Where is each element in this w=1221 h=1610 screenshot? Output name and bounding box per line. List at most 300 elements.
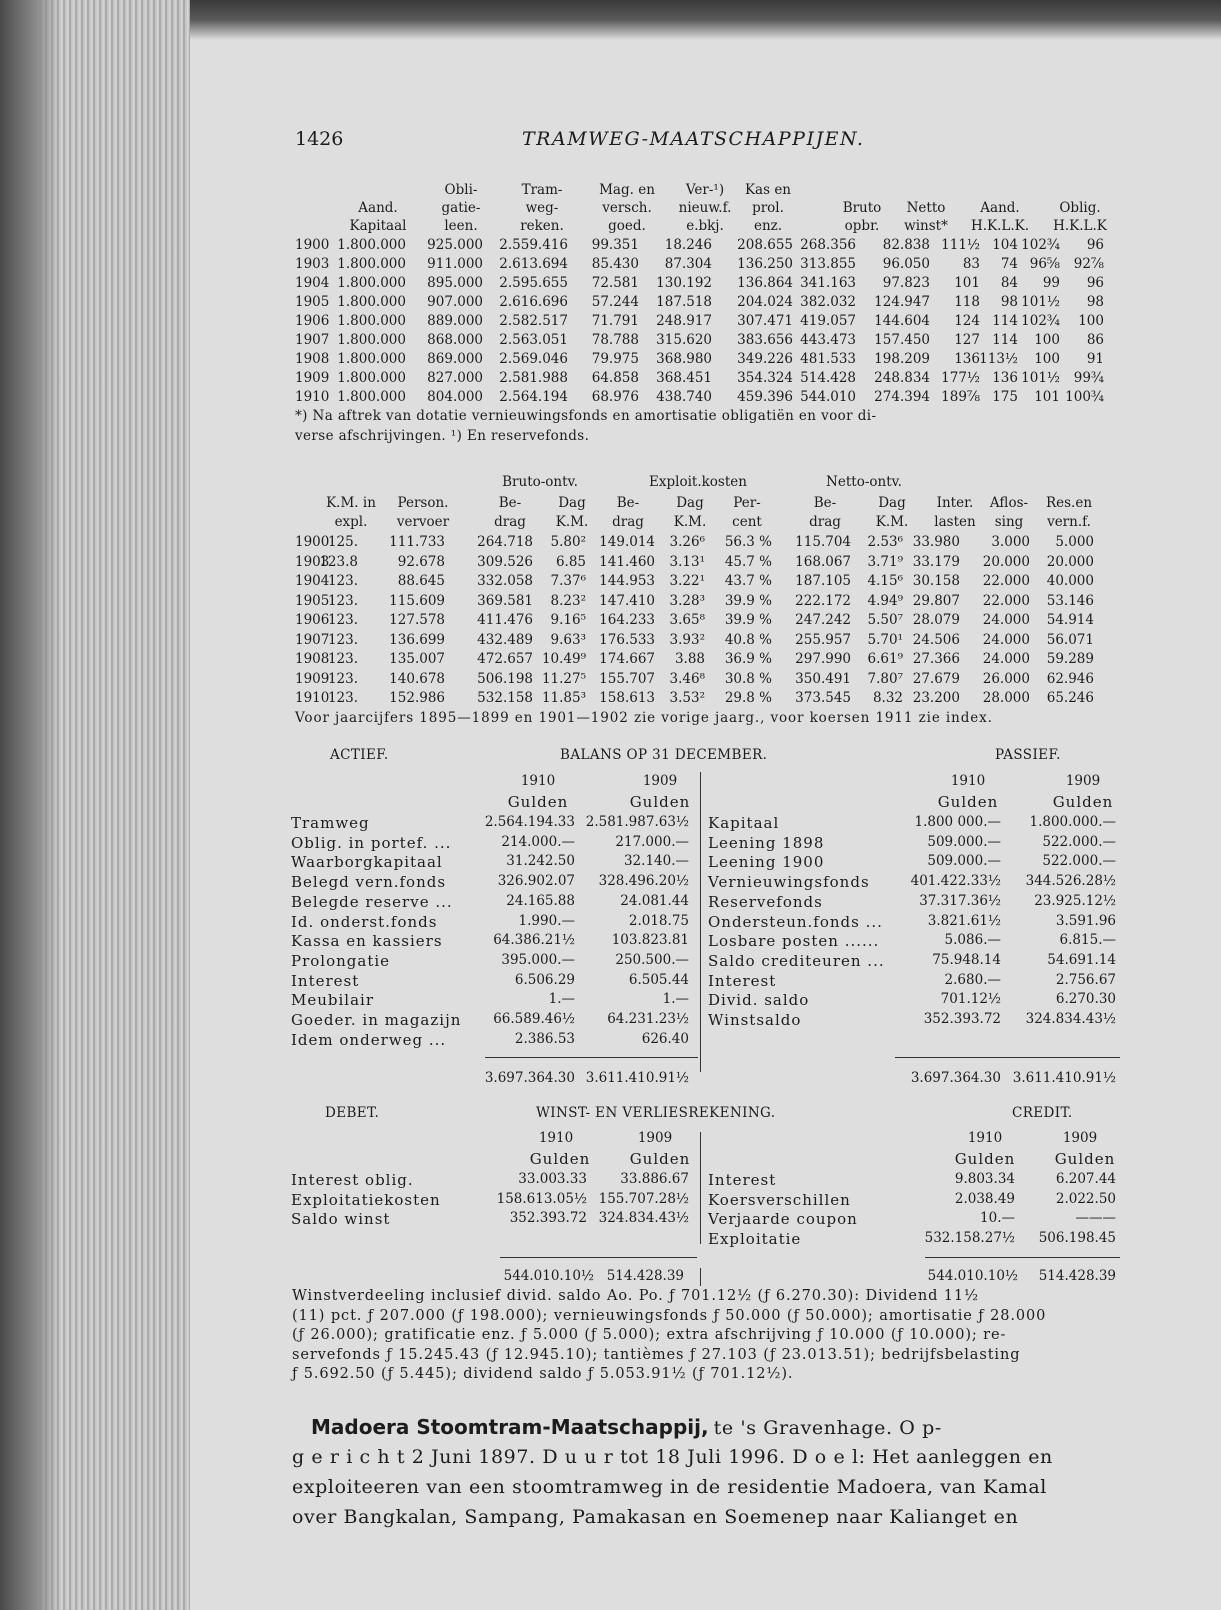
table2-cell: 29.8 % — [724, 690, 772, 706]
balance-unit-right: Gulden — [937, 793, 999, 811]
table2-cell: 164.233 — [599, 612, 655, 628]
table1-cell: 1.800.000 — [337, 256, 406, 272]
table2-cell: 187.105 — [795, 573, 851, 589]
asset-value-1909: 250.500.— — [615, 951, 689, 968]
table2-cell: 158.613 — [599, 690, 655, 706]
table1-cell: 114 — [992, 332, 1018, 348]
table1-header-cell: reken. — [520, 218, 564, 234]
liability-value-1909: 344.526.28½ — [1025, 873, 1116, 890]
distribution-line: (11) pct. ƒ 207.000 (ƒ 198.000); vernieuwingsfonds ƒ 50.000 (ƒ 50.000); amortisatie ƒ 28.000 — [292, 1307, 1047, 1324]
table1-cell: 459.396 — [737, 389, 793, 405]
balance-left-title: ACTIEF. — [330, 747, 389, 763]
asset-label: Idem onderweg ... — [291, 1030, 447, 1049]
table2-cell: 149.014 — [599, 534, 655, 550]
table1-cell: 514.428 — [800, 370, 856, 386]
table1-header-cell: Tram- — [521, 182, 563, 198]
table2-cell: 20.000 — [1046, 553, 1094, 570]
asset-value-1909: 626.40 — [641, 1030, 689, 1047]
table2-cell: 24.000 — [982, 631, 1030, 648]
table2-header-cell: drag — [612, 514, 644, 530]
table1-header-cell: H.K.L.K — [1053, 218, 1107, 234]
table2-cell: 472.657 — [477, 651, 533, 667]
table1-header-cell: leen. — [444, 218, 478, 234]
table1-cell: 544.010 — [800, 389, 856, 405]
liability-label: Kapitaal — [708, 814, 780, 832]
distribution-line: (ƒ 26.000); gratificatie enz. ƒ 5.000 (ƒ 5.000); extra afschrijving ƒ 10.000 (ƒ 10.000); re- — [292, 1327, 1007, 1343]
asset-value-1910: 326.902.07 — [497, 873, 575, 890]
table1-cell: 68.976 — [591, 389, 639, 405]
table2-header-cell: K.M. — [875, 514, 909, 530]
table1-cell: 2.569.046 — [499, 351, 568, 367]
table1-header-cell: Aand. — [980, 200, 1020, 216]
table1-cell: 198.209 — [874, 351, 930, 367]
table1-cell: 1.800.000 — [337, 370, 406, 386]
liability-label: Vernieuwingsfonds — [708, 873, 870, 892]
table1-cell: 92⅞ — [1073, 256, 1104, 272]
pl-right-rule — [925, 1257, 1120, 1258]
balance-year-1910-right: 1910 — [950, 773, 986, 789]
table1-cell: 481.533 — [800, 351, 856, 367]
pl-year-1910-right: 1910 — [967, 1130, 1003, 1146]
pl-left-rule — [500, 1257, 697, 1258]
table2-cell: 115.609 — [389, 592, 445, 609]
table2-header-cell: Be- — [616, 495, 640, 511]
balance-right-rule — [895, 1057, 1120, 1058]
book-spine-shadow — [0, 0, 60, 1610]
table2-cell: 264.718 — [477, 534, 533, 550]
table1-cell: 82.838 — [882, 237, 930, 253]
table2-header-cell: Res.en — [1045, 495, 1093, 511]
table2-cell: 22.000 — [982, 592, 1030, 609]
table2-header-cell: Dag — [558, 495, 586, 511]
liability-value-1909: 6.270.30 — [1055, 991, 1116, 1008]
pl-total-left-1909: 514.428.39 — [606, 1268, 684, 1284]
table2-cell: 9.16⁵ — [550, 612, 586, 628]
table2-cell: 56.071 — [1046, 631, 1094, 648]
table1-cell: 114 — [992, 313, 1018, 329]
asset-label: Waarborgkapitaal — [291, 853, 443, 872]
table1-cell: 2.595.655 — [499, 275, 568, 291]
table1-cell: 64.858 — [591, 370, 639, 386]
company-entry-line-1 — [311, 1415, 942, 1439]
table1-header-cell: Kas en — [744, 182, 792, 198]
liability-value-1910: 401.422.33½ — [910, 873, 1001, 890]
table2-header-cell: Per- — [733, 495, 761, 511]
table2-cell: 247.242 — [795, 612, 851, 628]
table1-header-cell: prol. — [752, 200, 784, 216]
credit-value-1910: 2.038.49 — [954, 1190, 1015, 1207]
table2-cell: 54.914 — [1046, 612, 1094, 628]
balance-total-right-1909: 3.611.410.91½ — [1012, 1070, 1116, 1086]
table2-cell: 1910 — [295, 690, 330, 706]
liability-value-1910: 352.393.72 — [923, 1011, 1001, 1027]
credit-value-1909: 506.198.45 — [1038, 1229, 1116, 1246]
credit-label: Exploitatie — [708, 1229, 802, 1248]
table2-cell: 123. — [327, 612, 358, 628]
table2-cell: 255.957 — [795, 631, 851, 648]
table1-cell: 1.800.000 — [337, 294, 406, 310]
table1-cell: 136.864 — [737, 275, 793, 291]
asset-value-1910: 1.— — [548, 991, 575, 1008]
credit-value-1910: 9.803.34 — [954, 1171, 1015, 1187]
liability-label: Losbare posten ...... — [708, 932, 880, 951]
table1-cell: 99¾ — [1073, 370, 1104, 386]
table1-header-cell: Ver-¹) — [685, 182, 725, 198]
asset-label: Tramweg — [291, 814, 370, 832]
table2-cell: 123.8 — [319, 553, 358, 570]
balance-left-rule — [485, 1057, 698, 1058]
liability-value-1910: 2.680.— — [944, 971, 1001, 988]
table2-cell: 23.200 — [912, 690, 960, 706]
table1-cell: 111½ — [941, 237, 980, 253]
table2-header-cell: Be- — [813, 495, 837, 511]
table1-cell: 57.244 — [591, 294, 639, 310]
asset-value-1909: 328.496.20½ — [598, 873, 689, 890]
table2-cell: 39.9 % — [724, 592, 772, 609]
asset-label: Belegd vern.fonds — [291, 873, 447, 892]
table1-cell: 889.000 — [427, 313, 483, 329]
asset-value-1909: 1.— — [662, 991, 689, 1008]
asset-value-1910: 31.242.50 — [506, 853, 575, 870]
balance-divider — [700, 772, 701, 1072]
table2-header-cell: Person. — [397, 495, 449, 511]
table2-cell: 297.990 — [795, 651, 851, 667]
table1-cell: 78.788 — [591, 332, 639, 348]
table1-header-cell: opbr. — [844, 218, 880, 234]
table2-cell: 1903 — [295, 553, 330, 570]
table1-cell: 100¾ — [1065, 389, 1104, 405]
liability-value-1909: 1.800.000.— — [1029, 814, 1116, 830]
distribution-line: ƒ 5.692.50 (ƒ 5.445); dividend saldo ƒ 5.053.91½ (ƒ 701.12½). — [292, 1366, 794, 1382]
table1-cell: 136.250 — [737, 256, 793, 272]
table1-cell: 1.800.000 — [337, 389, 406, 405]
table2-cell: 11.27⁵ — [541, 670, 586, 687]
table2-cell: 1907 — [295, 631, 330, 648]
table2-cell: 9.63³ — [550, 631, 586, 648]
debit-label: Interest oblig. — [291, 1171, 414, 1189]
table2-cell: 1909 — [295, 670, 330, 687]
liability-value-1909: 522.000.— — [1042, 833, 1116, 850]
pl-divider-lower — [700, 1268, 701, 1286]
table2-cell: 24.000 — [982, 651, 1030, 667]
asset-value-1910: 2.386.53 — [514, 1030, 575, 1047]
pl-unit-right-2: Gulden — [1054, 1150, 1116, 1168]
pl-unit-left: Gulden — [529, 1150, 591, 1168]
credit-value-1909: 6.207.44 — [1055, 1171, 1116, 1187]
table2-header-cell: drag — [809, 514, 841, 530]
table1-cell: 136 — [954, 351, 980, 367]
table1-cell: 1.800.000 — [337, 237, 406, 253]
table2-cell: 27.366 — [912, 651, 960, 667]
table1-cell: 97.823 — [882, 275, 930, 291]
liability-value-1910: 37.317.36½ — [919, 892, 1001, 909]
balance-total-left-1909: 3.611.410.91½ — [585, 1070, 689, 1086]
table1-cell: 2.613.694 — [499, 256, 568, 272]
table1-cell: 895.000 — [427, 275, 483, 291]
table2-cell: 136.699 — [389, 631, 445, 648]
table2-cell: 3.46⁸ — [669, 670, 705, 687]
table2-header-cell: lasten — [934, 514, 976, 530]
table2-cell: 3.88 — [674, 651, 705, 667]
liability-label: Interest — [708, 971, 777, 990]
liability-label: Leening 1900 — [708, 853, 825, 872]
table2-cell: 140.678 — [389, 670, 445, 687]
asset-value-1909: 24.081.44 — [620, 892, 689, 909]
table1-header-cell: gatie- — [441, 200, 481, 216]
table1-cell: 1907 — [295, 332, 330, 348]
table2-cell: 168.067 — [795, 553, 851, 570]
table2-cell: 7.80⁷ — [867, 670, 903, 687]
table2-cell: 27.679 — [912, 670, 960, 687]
table2-cell: 5.000 — [1055, 534, 1094, 550]
table1-cell: 907.000 — [427, 294, 483, 310]
asset-value-1909: 64.231.23½ — [607, 1011, 689, 1027]
table2-cell: 125. — [327, 534, 358, 550]
asset-value-1909: 32.140.— — [623, 853, 689, 870]
asset-value-1909: 103.823.81 — [611, 932, 689, 949]
table2-cell: 3.53² — [669, 690, 705, 706]
table1-cell: 18.246 — [664, 237, 712, 253]
liability-value-1909: 6.815.— — [1059, 932, 1116, 949]
table2-cell: 39.9 % — [724, 612, 772, 628]
table1-header-cell: enz. — [753, 218, 783, 234]
table1-header-cell: Netto — [906, 200, 946, 216]
table2-header-cell: K.M. in — [326, 495, 376, 511]
table2-cell: 20.000 — [982, 553, 1030, 570]
table2-cell: 26.000 — [982, 670, 1030, 687]
liability-value-1910: 701.12½ — [940, 991, 1001, 1008]
table2-cell: 155.707 — [599, 670, 655, 687]
table2-cell: 373.545 — [795, 690, 851, 706]
table1-cell: 869.000 — [427, 351, 483, 367]
table1-cell: 99 — [1042, 275, 1060, 291]
balance-unit-left-2: Gulden — [629, 793, 691, 811]
table1-header-cell: versch. — [602, 200, 652, 216]
table2-cell: 123. — [327, 690, 358, 706]
asset-value-1910: 214.000.— — [501, 833, 575, 850]
pl-total-right-1910: 544.010.10½ — [927, 1268, 1018, 1284]
table2-cell: 59.289 — [1046, 651, 1094, 667]
table1-cell: 368.451 — [656, 370, 712, 386]
table2-group-header: Netto-ontv. — [826, 474, 902, 490]
asset-value-1910: 6.506.29 — [514, 971, 575, 988]
table1-cell: 130.192 — [656, 275, 712, 291]
asset-value-1910: 64.386.21½ — [493, 932, 575, 949]
table2-cell: 135.007 — [389, 651, 445, 667]
table2-cell: 332.058 — [477, 573, 533, 589]
company-line1-rest: te 's Gravenhage. O p- — [713, 1417, 942, 1439]
table1-cell: 102¾ — [1021, 237, 1060, 253]
table2-cell: 8.23² — [550, 592, 586, 609]
table1-cell: 2.564.194 — [499, 389, 568, 405]
table1-cell: 74 — [1000, 256, 1018, 272]
balance-year-1910-left: 1910 — [520, 773, 556, 789]
debit-value-1910: 158.613.05½ — [496, 1190, 587, 1207]
asset-value-1910: 395.000.— — [501, 951, 575, 968]
table1-cell: 101½ — [1021, 294, 1060, 310]
distribution-line: servefonds ƒ 15.245.43 (ƒ 12.945.10); tantièmes ƒ 27.103 (ƒ 23.013.51); bedrijfsbelasting — [292, 1346, 1021, 1363]
table2-cell: 30.158 — [912, 573, 960, 589]
pl-divider — [700, 1132, 701, 1244]
table1-cell: 1908 — [295, 351, 330, 367]
table1-header-cell: weg- — [525, 200, 559, 216]
pl-year-1910-left: 1910 — [538, 1130, 574, 1146]
table2-cell: 152.986 — [389, 690, 445, 706]
table2-cell: 3.13¹ — [669, 553, 705, 570]
table2-header-cell: Inter. — [936, 495, 974, 511]
table2-cell: 432.489 — [477, 631, 533, 648]
table2-cell: 506.198 — [477, 670, 533, 687]
balance-right-title: PASSIEF. — [995, 747, 1061, 763]
table2-cell: 147.410 — [599, 592, 655, 609]
table1-header-cell: Aand. — [358, 200, 398, 216]
credit-value-1909: ——— — [1075, 1210, 1116, 1226]
pl-right-title: CREDIT. — [1012, 1105, 1073, 1121]
table1-cell: 100 — [1078, 313, 1104, 329]
table2-cell: 3.22¹ — [669, 573, 705, 589]
liability-value-1909: 2.756.67 — [1055, 971, 1116, 988]
table1-cell: 2.559.416 — [499, 237, 568, 253]
table2-cell: 1900 — [295, 534, 330, 550]
asset-value-1910: 66.589.46½ — [493, 1011, 575, 1027]
table1-header-cell: Obli- — [444, 182, 478, 198]
table2-header-cell: K.M. — [673, 514, 707, 530]
footnote-line-2: verse afschrijvingen. ¹) En reservefonds. — [295, 428, 590, 444]
table2-header-cell: Dag — [676, 495, 704, 511]
table2-header-cell: Be- — [498, 495, 522, 511]
table2-cell: 3.000 — [991, 534, 1030, 550]
table2-cell: 65.246 — [1046, 690, 1094, 706]
debit-value-1910: 33.003.33 — [518, 1171, 587, 1187]
table1-cell: 86 — [1086, 332, 1104, 348]
table1-cell: 2.616.696 — [499, 294, 568, 310]
table2-cell: 40.8 % — [724, 631, 772, 648]
credit-value-1910: 10.— — [980, 1210, 1015, 1226]
table2-cell: 88.645 — [397, 573, 445, 589]
table1-cell: 1.800.000 — [337, 313, 406, 329]
table1-cell: 443.473 — [800, 332, 856, 348]
table1-cell: 136 — [992, 370, 1018, 386]
table1-cell: 419.057 — [800, 313, 856, 329]
table2-header-cell: sing — [994, 514, 1024, 530]
table2-cell: 144.953 — [599, 573, 655, 589]
table2-cell: 123. — [327, 573, 358, 589]
credit-value-1910: 532.158.27½ — [924, 1229, 1015, 1246]
table2-cell: 4.15⁶ — [867, 573, 903, 589]
balance-year-1909-left: 1909 — [642, 773, 678, 789]
table1-cell: 79.975 — [591, 351, 639, 367]
table2-cell: 3.71⁹ — [867, 553, 903, 570]
table2-cell: 53.146 — [1046, 592, 1094, 609]
table2-cell: 111.733 — [389, 534, 445, 550]
table1-cell: 268.356 — [800, 237, 856, 253]
asset-label: Meubilair — [291, 991, 375, 1010]
table2-cell: 45.7 % — [724, 553, 772, 570]
table1-cell: 204.024 — [737, 294, 793, 310]
table2-cell: 40.000 — [1046, 573, 1094, 589]
credit-label: Verjaarde coupon — [708, 1210, 858, 1228]
table1-cell: 71.791 — [591, 313, 639, 329]
table1-cell: 175 — [992, 389, 1018, 405]
table2-cell: 532.158 — [477, 690, 533, 706]
table1-cell: 1903 — [295, 256, 330, 272]
table1-cell: 144.604 — [874, 313, 930, 329]
table2-header-cell: vern.f. — [1047, 514, 1091, 530]
balance-unit-left: Gulden — [507, 793, 569, 811]
table2-cell: 5.80² — [550, 534, 586, 550]
table1-cell: 100 — [1034, 351, 1060, 367]
table2-cell: 3.28³ — [669, 592, 705, 609]
pl-left-title: DEBET. — [325, 1105, 380, 1121]
table1-header-cell: e.bkj. — [686, 218, 724, 234]
table1-cell: 911.000 — [427, 256, 483, 272]
balance-year-1909-right: 1909 — [1065, 773, 1101, 789]
table2-cell: 22.000 — [982, 573, 1030, 589]
asset-value-1909: 217.000.— — [615, 833, 689, 850]
table1-header-cell: nieuw.f. — [678, 200, 732, 216]
table1-cell: 208.655 — [737, 237, 793, 253]
distribution-line: Winstverdeeling inclusief divid. saldo Ao. Po. ƒ 701.12½ (ƒ 6.270.30): Dividend 11½ — [292, 1288, 979, 1304]
table1-cell: 925.000 — [427, 237, 483, 253]
table1-cell: 96 — [1086, 275, 1104, 291]
liability-value-1910: 1.800 000.— — [914, 814, 1001, 830]
table1-cell: 124 — [954, 313, 980, 329]
liability-value-1909: 54.691.14 — [1047, 951, 1116, 968]
company-name: Madoera Stoomtram-Maatschappij, — [311, 1415, 709, 1439]
table2-cell: 411.476 — [477, 612, 533, 628]
table2-cell: 174.667 — [599, 651, 655, 667]
company-line-3: exploiteeren van een stoomtramweg in de residentie Madoera, van Kamal — [292, 1476, 1047, 1498]
table2-cell: 3.65⁸ — [669, 612, 705, 628]
table1-cell: 100 — [1034, 332, 1060, 348]
pl-total-left-1910: 544.010.10½ — [503, 1268, 594, 1284]
table1-cell: 274.394 — [874, 389, 930, 405]
table2-cell: 1905 — [295, 592, 330, 609]
table2-cell: 6.85 — [555, 553, 586, 570]
pl-total-right-1909: 514.428.39 — [1038, 1268, 1116, 1284]
table2-cell: 56.3 % — [724, 534, 772, 550]
table2-cell: 5.50⁷ — [867, 612, 903, 628]
table1-cell: 101 — [954, 275, 980, 291]
table1-cell: 868.000 — [427, 332, 483, 348]
table2-cell: 8.32 — [872, 690, 903, 706]
table1-header-cell: winst* — [904, 218, 948, 234]
table2-cell: 36.9 % — [724, 651, 772, 667]
pl-unit-right: Gulden — [954, 1150, 1016, 1168]
table1-cell: 96 — [1086, 237, 1104, 253]
table1-cell: 1900 — [295, 237, 330, 253]
liability-label: Saldo crediteuren ... — [708, 951, 885, 970]
table2-cell: 10.49⁹ — [541, 651, 586, 667]
asset-value-1910: 24.165.88 — [506, 892, 575, 909]
table2-cell: 28.079 — [912, 612, 960, 628]
table2-cell: 369.581 — [477, 592, 533, 609]
table2-cell: 123. — [327, 631, 358, 648]
table1-cell: 96.050 — [882, 256, 930, 272]
table2-header-cell: K.M. — [555, 514, 589, 530]
table1-cell: 177½ — [941, 370, 980, 386]
table2-cell: 123. — [327, 651, 358, 667]
liability-label: Winstsaldo — [708, 1011, 802, 1029]
table1-cell: 98 — [1000, 294, 1018, 310]
liability-label: Reservefonds — [708, 892, 823, 911]
table1-cell: 157.450 — [874, 332, 930, 348]
table1-header-cell: goed. — [608, 218, 646, 234]
table1-cell: 804.000 — [427, 389, 483, 405]
table1-cell: 1905 — [295, 294, 330, 310]
table2-cell: 123. — [327, 592, 358, 609]
table2-cell: 350.491 — [795, 670, 851, 687]
